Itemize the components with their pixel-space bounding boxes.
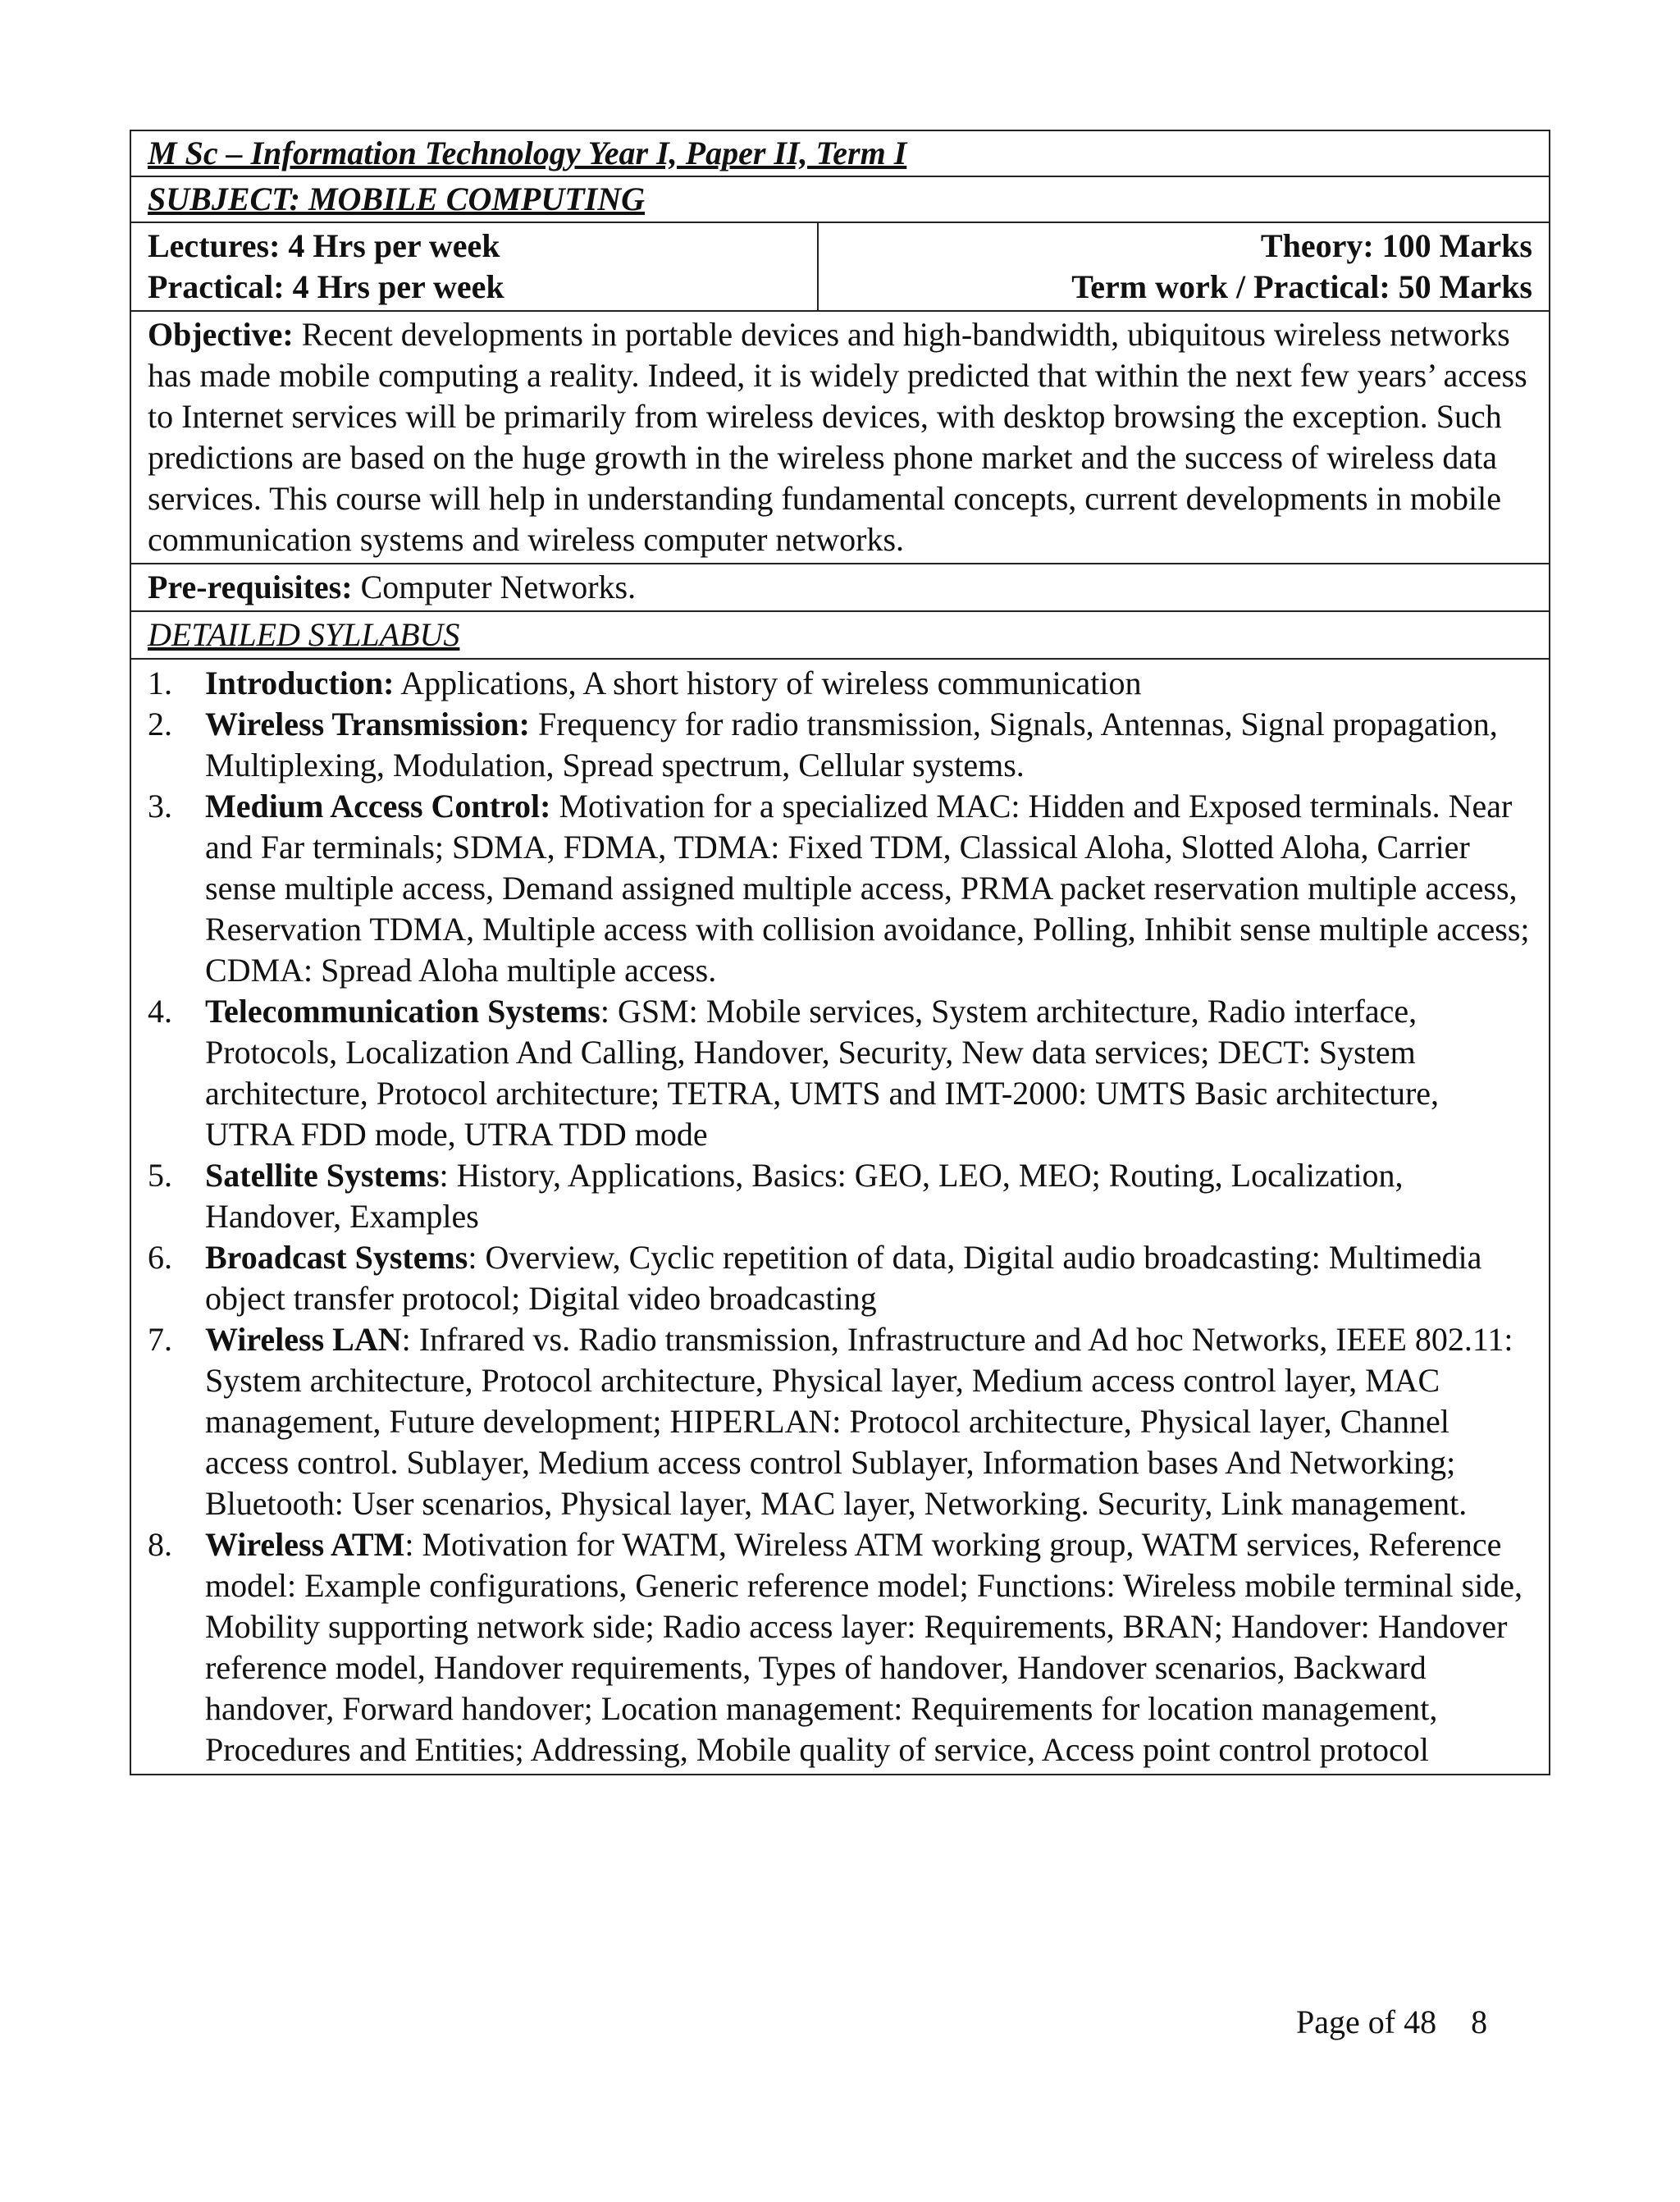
syllabus-item-title: Wireless ATM [205, 1526, 405, 1563]
subject-row [131, 177, 1549, 223]
hours-row [131, 223, 1549, 312]
syllabus-heading-row [131, 612, 1549, 660]
syllabus-item [148, 704, 1532, 786]
syllabus-item [148, 1237, 1532, 1319]
syllabus-item-number: 6. [148, 1239, 172, 1276]
prerequisites-label: Pre-requisites: [148, 569, 353, 605]
syllabus-item-text: : Overview, Cyclic repetition of data, Digital audio broadcasting: Multimedia object transfer protocol; Digital video broadcasting [205, 1239, 1482, 1317]
syllabus-item-title: Satellite Systems [205, 1157, 440, 1194]
syllabus-item-number: 1. [148, 665, 172, 701]
syllabus-list [131, 660, 1549, 1774]
syllabus-item-text: : Infrared vs. Radio transmission, Infrastructure and Ad hoc Networks, IEEE 802.11: System architecture, Protocol architecture, Physical layer, Medium access control layer, MAC management, Future development; HIPERLAN: Protocol architecture, Physical layer, Channel access control. Sublayer, Medium access control Sublayer, Information bases And Networking; Bluetooth: User scenarios, Physical layer, MAC layer, Networking. Security, Link management. [205, 1321, 1513, 1522]
page-label: Page of 48 [1296, 2003, 1437, 2040]
syllabus-item [148, 991, 1532, 1155]
hours-left-cell [131, 223, 819, 310]
lectures-hours: Lectures: 4 Hrs per week [148, 227, 500, 264]
objective-text: Recent developments in portable devices and high-bandwidth, ubiquitous wireless networks has made mobile computing a reality. Indeed, it is widely predicted that within the next few years’ access to Internet services will be primarily from wireless devices, with desktop browsing the exception. Such predictions are based on the huge growth in the wireless phone market and the success of wireless data services. This course will help in understanding fundamental concepts, current developments in mobile communication systems and wireless computer networks. [148, 316, 1527, 558]
syllabus-item-title: Broadcast Systems [205, 1239, 468, 1276]
practical-hours: Practical: 4 Hrs per week [148, 268, 504, 305]
objective-row [131, 312, 1549, 564]
prerequisites-paragraph [148, 567, 1532, 608]
marks-right-cell [819, 223, 1549, 310]
syllabus-item-text: : Motivation for WATM, Wireless ATM working group, WATM services, Reference model: Example configurations, Generic reference model; Functions: Wireless mobile terminal side, Mobility supporting network side; Radio access layer: Requirements, BRAN; Handover: Handover reference model, Handover requirements, Types of handover, Handover scenarios, Backward handover, Forward handover; Location management: Requirements for location management, Procedures and Entities; Addressing, Mobile quality of service, Access point control protocol [205, 1526, 1523, 1768]
prerequisites-text: Computer Networks. [360, 569, 637, 605]
objective-paragraph [148, 314, 1532, 560]
syllabus-item-text: Motivation for a specialized MAC: Hidden and Exposed terminals. Near and Far terminals; SDMA, FDMA, TDMA: Fixed TDM, Classical Aloha, Slotted Aloha, Carrier sense multiple access, Demand assigned multiple access, PRMA packet reservation multiple access, Reservation TDMA, Multiple access with collision avoidance, Polling, Inhibit sense multiple access; CDMA: Spread Aloha multiple access. [205, 788, 1530, 989]
syllabus-item [148, 1155, 1532, 1237]
syllabus-item-title: Medium Access Control: [205, 788, 551, 825]
syllabus-item [148, 786, 1532, 991]
syllabus-heading: DETAILED SYLLABUS [148, 616, 460, 653]
syllabus-item-number: 5. [148, 1157, 172, 1194]
termwork-marks: Term work / Practical: 50 Marks [1071, 268, 1532, 305]
syllabus-item-number: 4. [148, 993, 172, 1030]
syllabus-item-title: Wireless Transmission: [205, 706, 530, 742]
page-number: 8 [1471, 2003, 1488, 2040]
syllabus-item-text: : History, Applications, Basics: GEO, LEO, MEO; Routing, Localization, Handover, Examples [205, 1157, 1404, 1235]
syllabus-item-number: 7. [148, 1321, 172, 1358]
syllabus-item-title: Wireless LAN [205, 1321, 402, 1358]
syllabus-item-title: Telecommunication Systems [205, 993, 600, 1030]
syllabus-item-title: Introduction: [205, 665, 395, 701]
syllabus-item [148, 1524, 1532, 1770]
syllabus-item-text: Applications, A short history of wireless communication [400, 665, 1142, 701]
syllabus-item [148, 1319, 1532, 1524]
prerequisites-row [131, 564, 1549, 612]
syllabus-item-text: : GSM: Mobile services, System architecture, Radio interface, Protocols, Localization And Calling, Handover, Security, New data services; DECT: System architecture, Protocol architecture; TETRA, UMTS and IMT-2000: UMTS Basic architecture, UTRA FDD mode, UTRA TDD mode [205, 993, 1440, 1153]
page-footer [1296, 2002, 1487, 2043]
syllabus-item-number: 3. [148, 788, 172, 825]
syllabus-table [130, 130, 1550, 1775]
objective-label: Objective: [148, 316, 294, 353]
subject-title: SUBJECT: MOBILE COMPUTING [148, 180, 645, 217]
program-header-row [131, 131, 1549, 177]
theory-marks: Theory: 100 Marks [1260, 227, 1532, 264]
syllabus-item-number: 8. [148, 1526, 172, 1563]
syllabus-item-text: Frequency for radio transmission, Signals, Antennas, Signal propagation, Multiplexing, Modulation, Spread spectrum, Cellular systems. [205, 706, 1498, 783]
syllabus-item-number: 2. [148, 706, 172, 742]
syllabus-item [148, 663, 1532, 704]
program-title: M Sc – Information Technology Year I, Paper II, Term I [148, 135, 907, 171]
